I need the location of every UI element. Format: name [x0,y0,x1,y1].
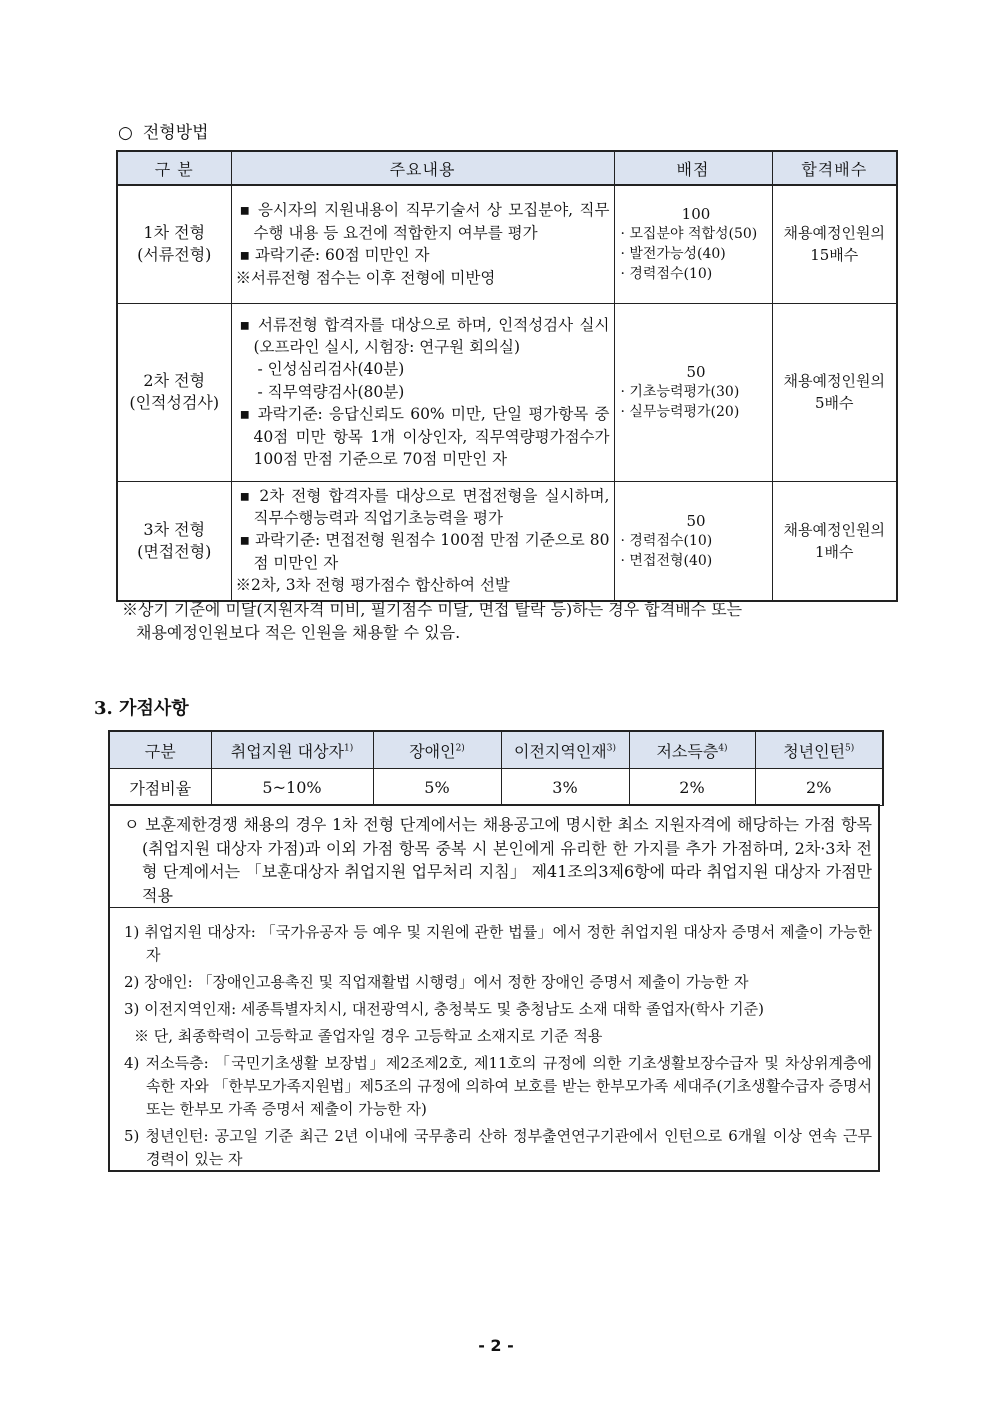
content-item: ▪ 과락기준: 응답신뢰도 60% 미만, 단일 평가항목 중 40점 미만 항목 1개 이상인자, 직무역량평가점수가 100점 만점 기준으로 70점 미만인 자 [239,405,610,469]
divider [110,907,878,908]
table-header-row [109,731,883,769]
content-item: ▪ 2차 전형 합격자를 대상으로 면접전형을 실시하며, 직무수행능력과 직업기초능력을 평가 [239,486,610,527]
bonus-header [211,731,373,769]
table-row [109,769,883,806]
row-label: 가점비율 [109,769,211,806]
multiple-value: 5배수 [814,394,854,412]
stage-name: 1차 전형 [143,223,206,243]
score-item: · 면접전형(40) [620,552,713,569]
table-row [117,481,897,601]
bonus-value: 2% [755,769,883,806]
footnote-ref: 1) [344,743,354,754]
score-total: 100 [681,205,711,224]
section-heading-bonus: 3. 가점사항 [94,698,189,719]
paragraph-text: ㅇ 보훈제한경쟁 채용의 경우 1차 전형 단계에서는 채용공고에 명시한 최소 지원자격에 해당하는 가점 항목(취업지원 대상자 가점)과 이외 가점 항목 중복 시 본인에게 유리한 한 가지를 추가 가점하며, 2차·3차 전형 단계에서는 「보훈대상자 취업지원 업무처리 지침」 제41조의3제6항에 따라 취업지원 대상자 가점만 적용 [124,815,872,905]
score-item: · 실무능력평가(20) [620,404,740,420]
content-subitem: - 인성심리검사(40분) [257,360,405,379]
footnote-ref: 5) [845,743,855,754]
bonus-value: 3% [501,769,629,806]
multiple-value: 1배수 [814,542,854,561]
stage-sub: (면접전형) [137,541,212,561]
footnote-ref: 3) [606,743,616,754]
content-note: ※서류전형 점수는 이후 전형에 미반영 [235,268,496,287]
bonus-value: 2% [629,769,755,806]
score-total: 50 [686,363,706,381]
screening-table [116,150,898,602]
footnote-item: 4) 저소득층: 「국민기초생활 보장법」제2조제2호, 제11호의 규정에 의한 기초생활보장수급자 및 차상위계층에 속한 자와 「한부모가족지원법」제5조의 규정에 의하여 보호를 받는 한부모가족 세대주(기초생활수급자 증명서 또는 한부모 가족 증명서 제출이 가능한 자) [124,1054,872,1118]
bonus-value: 5~10% [211,769,373,806]
bonus-header-label: 저소득층 [656,741,719,761]
content-item: ▪ 서류전형 합격자를 대상으로 하며, 인적성검사 실시(오프라인 실시, 시험장: 연구원 회의실) [239,315,610,356]
score-cell [614,185,772,303]
score-item: · 경력점수(10) [620,532,713,549]
stage-sub: (인적성검사) [129,393,220,412]
footnote-list [124,921,872,1175]
bonus-header-label: 취업지원 대상자 [230,741,345,761]
content-item: ▪ 과락기준: 면접전형 원점수 100점 만점 기준으로 80점 미만인 자 [239,531,610,572]
score-cell [614,481,772,601]
bonus-value: 5% [373,769,501,806]
screening-note [122,598,892,644]
content-item: ▪ 과락기준: 60점 미만인 자 [239,246,430,265]
bonus-notes-box [108,804,880,1172]
bonus-header [629,731,755,769]
bonus-header [109,731,211,769]
multiple-cell [772,303,897,481]
footnote-item: 2) 장애인: 「장애인고용촉진 및 직업재활법 시행령」에서 정한 장애인 증명서 제출이 가능한 자 [124,973,749,991]
multiple-cell [772,481,897,601]
footnote-item: 3) 이전지역인재: 세종특별자치시, 대전광역시, 충청북도 및 충청남도 소재 대학 졸업자(학사 기준) [124,1000,764,1018]
score-item: · 기초능력평가(30) [620,384,740,400]
content-cell [231,481,614,601]
content-item: ▪ 응시자의 지원내용이 직무기술서 상 모집분야, 직무수행 내용 등 요건에 적합한지 여부를 평가 [239,201,610,242]
bonus-header [755,731,883,769]
score-cell [614,303,772,481]
multiple-text: 채용예정인원의 [783,224,885,243]
bonus-paragraph [124,813,872,907]
page-number: - 2 - [478,1336,514,1355]
footnote-item: 1) 취업지원 대상자: 「국가유공자 등 예우 및 지원에 관한 법률」에서 정한 취업지원 대상자 증명서 제출이 가능한자 [124,923,872,964]
bonus-table [108,730,884,806]
bonus-header-label: 구분 [144,741,176,761]
score-item: · 발전가능성(40) [620,246,726,263]
footnote-ref: 2) [455,743,465,754]
header-multiple: 합격배수 [772,151,897,185]
stage-name: 2차 전형 [143,371,206,390]
content-subitem: - 직무역량검사(80분) [257,382,405,401]
multiple-cell [772,185,897,303]
header-content: 주요내용 [231,151,614,185]
stage-sub: (서류전형) [137,245,212,265]
table-row [117,303,897,481]
note-line: 채용예정인원보다 적은 인원을 채용할 수 있음. [136,623,461,642]
bonus-header-label: 장애인 [409,741,456,761]
content-cell [231,303,614,481]
content-cell [231,185,614,303]
multiple-text: 채용예정인원의 [783,372,885,390]
header-score: 배점 [614,151,772,185]
multiple-text: 채용예정인원의 [783,520,885,539]
score-item: · 경력점수(10) [620,266,713,283]
circle-bullet-icon: ○ [118,123,133,143]
footnote-item: 5) 청년인턴: 공고일 기준 최근 2년 이내에 국무총리 산하 정부출연연구기관에서 인턴으로 6개월 이상 연속 근무 경력이 있는 자 [124,1127,872,1168]
section-title: 전형방법 [142,123,209,143]
stage-cell [117,185,231,303]
bonus-header [373,731,501,769]
footnote-subnote: ※ 단, 최종학력이 고등학교 졸업자일 경우 고등학교 소재지로 기준 적용 [134,1027,603,1045]
section-heading-screening [118,118,209,143]
stage-cell [117,303,231,481]
header-category: 구 분 [117,151,231,185]
content-note: ※2차, 3차 전형 평가점수 합산하여 선발 [235,576,510,595]
table-row [117,185,897,303]
stage-name: 3차 전형 [143,519,206,539]
score-total: 50 [686,511,706,530]
multiple-value: 15배수 [810,246,859,265]
bonus-header [501,731,629,769]
stage-cell [117,481,231,601]
bonus-header-label: 청년인턴 [783,741,846,761]
footnote-ref: 4) [718,743,728,754]
note-line: ※상기 기준에 미달(지원자격 미비, 필기점수 미달, 면접 탈락 등)하는 경우 합격배수 또는 [122,600,743,619]
bonus-header-label: 이전지역인재 [514,741,607,761]
table-header-row [117,151,897,185]
score-item: · 모집분야 적합성(50) [620,226,758,243]
